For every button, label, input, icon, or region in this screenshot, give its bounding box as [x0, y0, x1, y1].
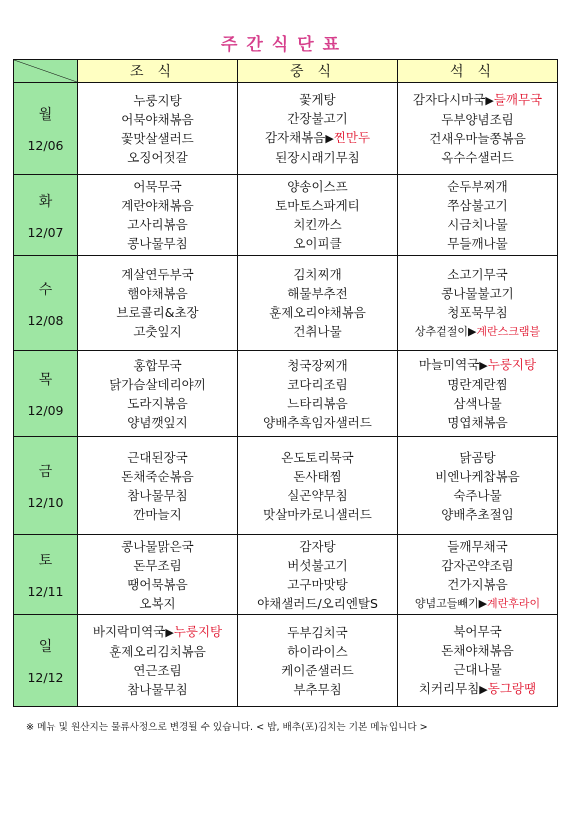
menu-item-text: 땡어묵볶음 [127, 576, 188, 592]
page-title: 주간식단표 [220, 35, 349, 55]
weekday-label: 일 [38, 639, 53, 655]
menu-item [78, 413, 237, 432]
date-label: 12/09 [27, 403, 64, 418]
menu-item [398, 448, 557, 467]
day-row [14, 175, 558, 256]
menu-item [238, 322, 397, 341]
day-cell [14, 175, 78, 256]
menu-item [78, 575, 237, 594]
lunch-cell [238, 437, 398, 535]
menu-item-text: 해물부추전 [287, 286, 348, 301]
arrow-right-icon: ▶ [165, 626, 174, 639]
menu-item [398, 375, 557, 394]
day-row [14, 535, 558, 615]
menu-item-text: 하이라이스 [287, 643, 348, 659]
day-row [14, 351, 558, 437]
menu-item [238, 148, 397, 167]
menu-item [78, 622, 237, 642]
menu-item [238, 486, 397, 505]
menu-item-text: 홍합무국 [133, 357, 182, 373]
menu-item [398, 215, 557, 234]
menu-item-text: 돈채야채볶음 [441, 643, 514, 658]
menu-item [398, 196, 557, 215]
menu-item [398, 355, 557, 375]
weekday-label: 목 [38, 372, 53, 388]
date-label: 12/06 [27, 138, 64, 153]
menu-item-text: 돈채죽순볶음 [121, 468, 194, 484]
menu-item [398, 467, 557, 486]
day-row [14, 615, 558, 707]
menu-item-text: 들깨무채국 [447, 538, 508, 554]
breakfast-cell [78, 175, 238, 256]
menu-item-text: 양념깻잎지 [127, 414, 188, 430]
alternate-menu-item: 동그랑땡 [487, 681, 537, 696]
lunch-cell [238, 535, 398, 615]
menu-item-text: 꽃게탕 [299, 92, 336, 107]
weekday-label: 금 [38, 464, 53, 480]
menu-item [78, 556, 237, 575]
menu-item [78, 303, 237, 322]
menu-item [398, 641, 557, 660]
menu-item [398, 284, 557, 303]
menu-item-text: 훈제오리야채볶음 [269, 305, 366, 320]
menu-item-text: 돈무조림 [133, 557, 182, 573]
corner-cell [14, 60, 78, 83]
breakfast-cell [78, 83, 238, 175]
menu-item [78, 537, 237, 556]
day-cell [14, 437, 78, 535]
menu-item-text: 된장시래기무침 [275, 150, 360, 165]
menu-item-text: 옥수수샐러드 [441, 150, 514, 165]
menu-item [78, 448, 237, 467]
menu-item [238, 661, 397, 680]
menu-item-text: 꽃맛살샐러드 [121, 130, 194, 146]
dinner-cell [398, 437, 558, 535]
menu-item-text: 오복지 [139, 595, 176, 611]
header-row [14, 60, 558, 83]
menu-item-text: 순두부찌개 [447, 179, 508, 194]
menu-item-text: 삼색나물 [453, 396, 502, 411]
breakfast-cell [78, 615, 238, 707]
menu-item-text: 오이피클 [293, 236, 342, 251]
breakfast-cell [78, 351, 238, 437]
menu-item [398, 177, 557, 196]
menu-item-text: 브로콜리&초장 [116, 305, 199, 320]
lunch-cell [238, 83, 398, 175]
menu-item-text: 돈사태찜 [293, 468, 342, 484]
menu-item [238, 196, 397, 215]
menu-item [238, 623, 397, 642]
dinner-cell [398, 535, 558, 615]
menu-item-text: 청포묵무침 [447, 305, 508, 320]
day-row [14, 83, 558, 175]
footnote: ※ 메뉴 및 원산지는 물류사정으로 변경될 수 있습니다. < 밥, 배추(포)김치는 기본 메뉴입니다 > [26, 722, 428, 733]
menu-item-text: 건새우마늘쫑볶음 [429, 131, 526, 146]
header-breakfast: 조식 [78, 60, 238, 83]
arrow-right-icon: ▶ [325, 132, 334, 145]
menu-item [78, 322, 237, 341]
menu-item [238, 413, 397, 432]
menu-item [238, 537, 397, 556]
menu-item [398, 394, 557, 413]
arrow-right-icon: ▶ [478, 596, 488, 610]
menu-item-text: 치커리무침 [418, 681, 480, 696]
diagonal-divider [14, 60, 77, 82]
weekday-label: 토 [38, 553, 53, 569]
menu-item [238, 356, 397, 375]
menu-item [238, 90, 397, 109]
date-label: 12/08 [27, 312, 64, 328]
menu-item-text: 맛살마카로니샐러드 [263, 506, 372, 522]
menu-item [78, 467, 237, 486]
menu-item-text: 훈제오리김치볶음 [109, 644, 206, 659]
menu-item-text: 쭈삼불고기 [447, 198, 508, 213]
menu-item-text: 치킨까스 [293, 217, 342, 232]
day-cell [14, 256, 78, 351]
menu-item [398, 486, 557, 505]
menu-item-text: 콩나물무침 [127, 236, 188, 251]
menu-item [238, 448, 397, 467]
alternate-menu-item: 누룽지탕 [173, 624, 223, 639]
menu-item [398, 234, 557, 253]
menu-item [398, 575, 557, 594]
menu-item-text: 숙주나물 [453, 487, 502, 503]
menu-item-text: 근대된장국 [127, 449, 188, 465]
menu-item-text: 양배추초절임 [441, 506, 514, 522]
date-label: 12/12 [27, 670, 64, 685]
menu-item-text: 두부양념조림 [441, 112, 514, 127]
menu-item-text: 닭곰탕 [459, 449, 496, 465]
menu-item-text: 바지락미역국 [92, 624, 166, 639]
menu-item-text: 야채샐러드/오리엔탈S [257, 595, 378, 611]
menu-item-text: 온도토리묵국 [281, 449, 354, 465]
menu-item-text: 도라지볶음 [127, 395, 188, 411]
menu-item [78, 284, 237, 303]
menu-item [398, 303, 557, 322]
menu-item [238, 234, 397, 253]
weekday-label: 수 [38, 281, 53, 298]
menu-item [78, 91, 237, 110]
menu-item [78, 196, 237, 215]
menu-item-text: 고구마맛탕 [287, 576, 348, 592]
menu-item-text: 코다리조림 [287, 376, 348, 392]
menu-item [78, 505, 237, 524]
menu-item-text: 햄야채볶음 [127, 286, 188, 301]
menu-item-text: 두부김치국 [287, 624, 348, 640]
menu-item [78, 375, 237, 394]
menu-item-text: 간장불고기 [287, 111, 348, 126]
menu-item-text: 부추무침 [293, 681, 342, 697]
alternate-menu-item: 찐만두 [333, 130, 371, 145]
dinner-cell [398, 83, 558, 175]
lunch-cell [238, 351, 398, 437]
menu-item [238, 177, 397, 196]
menu-item [238, 109, 397, 128]
menu-item [398, 622, 557, 641]
menu-item-text: 무들깨나물 [447, 236, 508, 251]
weekday-label: 월 [38, 107, 53, 123]
header-lunch: 중식 [238, 60, 398, 83]
breakfast-cell [78, 535, 238, 615]
menu-item-text: 소고기무국 [447, 267, 508, 282]
menu-item [78, 215, 237, 234]
menu-item-text: 북어무국 [453, 624, 502, 639]
menu-item-text: 양배추흑임자샐러드 [263, 414, 372, 430]
day-cell [14, 83, 78, 175]
menu-item [78, 661, 237, 680]
menu-item-text: 양념고들빼기 [414, 596, 479, 610]
day-cell [14, 615, 78, 707]
menu-item [78, 594, 237, 613]
menu-item [78, 642, 237, 661]
date-label: 12/11 [27, 584, 64, 599]
menu-item-text: 명엽채볶음 [447, 415, 508, 430]
menu-item [78, 234, 237, 253]
menu-item-text: 감자탕 [299, 538, 336, 554]
menu-item-text: 건취나물 [293, 324, 342, 339]
menu-item [398, 679, 557, 699]
dinner-cell [398, 256, 558, 351]
dinner-cell [398, 615, 558, 707]
menu-item-text: 청국장찌개 [287, 357, 348, 373]
menu-item-text: 누룽지탕 [133, 92, 182, 108]
menu-item [238, 467, 397, 486]
menu-item [238, 505, 397, 524]
alternate-menu-item: 계란스크램블 [476, 325, 541, 338]
menu-item [398, 594, 557, 613]
menu-item-text: 어묵무국 [133, 179, 182, 194]
menu-item [238, 394, 397, 413]
menu-item [78, 177, 237, 196]
menu-item-text: 감자채볶음 [264, 130, 326, 145]
lunch-cell [238, 175, 398, 256]
menu-item [78, 265, 237, 284]
menu-item-text: 상추겉절이 [414, 325, 468, 338]
menu-item-text: 건가지볶음 [447, 576, 508, 592]
menu-item-text: 콩나물불고기 [441, 286, 514, 301]
menu-item [238, 265, 397, 284]
menu-item [238, 375, 397, 394]
day-row [14, 437, 558, 535]
menu-item [398, 505, 557, 524]
weekly-menu-table [13, 59, 558, 707]
arrow-right-icon: ▶ [467, 325, 477, 338]
menu-item-text: 마늘미역국 [418, 357, 480, 372]
arrow-right-icon: ▶ [479, 359, 488, 372]
menu-item [238, 642, 397, 661]
menu-item [398, 148, 557, 167]
menu-item-text: 계란야채볶음 [121, 198, 194, 213]
menu-item-text: 명란계란찜 [447, 377, 508, 392]
menu-item [238, 215, 397, 234]
menu-item-text: 실곤약무침 [287, 487, 348, 503]
menu-item-text: 깐마늘지 [133, 506, 182, 522]
menu-item-text: 참나물무침 [127, 487, 188, 503]
weekday-label: 화 [38, 193, 53, 210]
menu-item [78, 394, 237, 413]
lunch-cell [238, 615, 398, 707]
breakfast-cell [78, 437, 238, 535]
menu-item [238, 575, 397, 594]
menu-item-text: 토마토스파게티 [275, 198, 360, 213]
menu-item [238, 284, 397, 303]
dinner-cell [398, 351, 558, 437]
menu-item-text: 양송이스프 [287, 179, 348, 194]
menu-item [398, 110, 557, 129]
menu-item-text: 근대나물 [453, 662, 502, 677]
menu-item [398, 660, 557, 679]
alternate-menu-item: 들깨무국 [493, 92, 543, 107]
menu-item [398, 556, 557, 575]
menu-item [398, 537, 557, 556]
alternate-menu-item: 계란후라이 [487, 596, 541, 610]
lunch-cell [238, 256, 398, 351]
day-cell [14, 535, 78, 615]
alternate-menu-item: 누룽지탕 [487, 357, 537, 372]
menu-item-text: 오징어젓갈 [127, 149, 188, 165]
menu-item [238, 128, 397, 148]
menu-item-text: 고사리볶음 [127, 217, 188, 232]
menu-item [78, 129, 237, 148]
menu-item [398, 413, 557, 432]
arrow-right-icon: ▶ [479, 683, 488, 696]
menu-item-text: 감자다시마국 [412, 92, 486, 107]
dinner-cell [398, 175, 558, 256]
menu-item-text: 연근조림 [133, 663, 182, 678]
menu-item-text: 참나물무침 [127, 682, 188, 697]
menu-item-text: 감자곤약조림 [441, 557, 514, 573]
date-label: 12/10 [27, 495, 64, 510]
menu-item [398, 129, 557, 148]
menu-item-text: 콩나물맑은국 [121, 538, 194, 554]
menu-item [238, 556, 397, 575]
menu-item-text: 비엔나케찹볶음 [435, 468, 520, 484]
day-row [14, 256, 558, 351]
menu-item-text: 계살연두부국 [121, 267, 194, 282]
menu-item [238, 594, 397, 613]
menu-item-text: 느타리볶음 [287, 395, 348, 411]
menu-item-text: 김치찌개 [293, 267, 342, 282]
arrow-right-icon: ▶ [485, 94, 494, 107]
date-label: 12/07 [27, 224, 64, 240]
menu-item [78, 148, 237, 167]
menu-item-text: 어묵야채볶음 [121, 111, 194, 127]
menu-item-text: 닭가슴살데리야끼 [109, 376, 206, 392]
breakfast-cell [78, 256, 238, 351]
menu-item [78, 110, 237, 129]
menu-item-text: 고춧잎지 [133, 324, 182, 339]
menu-item-text: 케이준샐러드 [281, 662, 354, 678]
menu-item [78, 680, 237, 699]
header-dinner: 석식 [398, 60, 558, 83]
menu-item-text: 시금치나물 [447, 217, 508, 232]
menu-item [238, 680, 397, 699]
menu-item [398, 265, 557, 284]
menu-item-text: 버섯불고기 [287, 557, 348, 573]
day-cell [14, 351, 78, 437]
menu-item [78, 486, 237, 505]
menu-item [398, 322, 557, 341]
menu-item [238, 303, 397, 322]
menu-item [78, 356, 237, 375]
menu-item [398, 90, 557, 110]
